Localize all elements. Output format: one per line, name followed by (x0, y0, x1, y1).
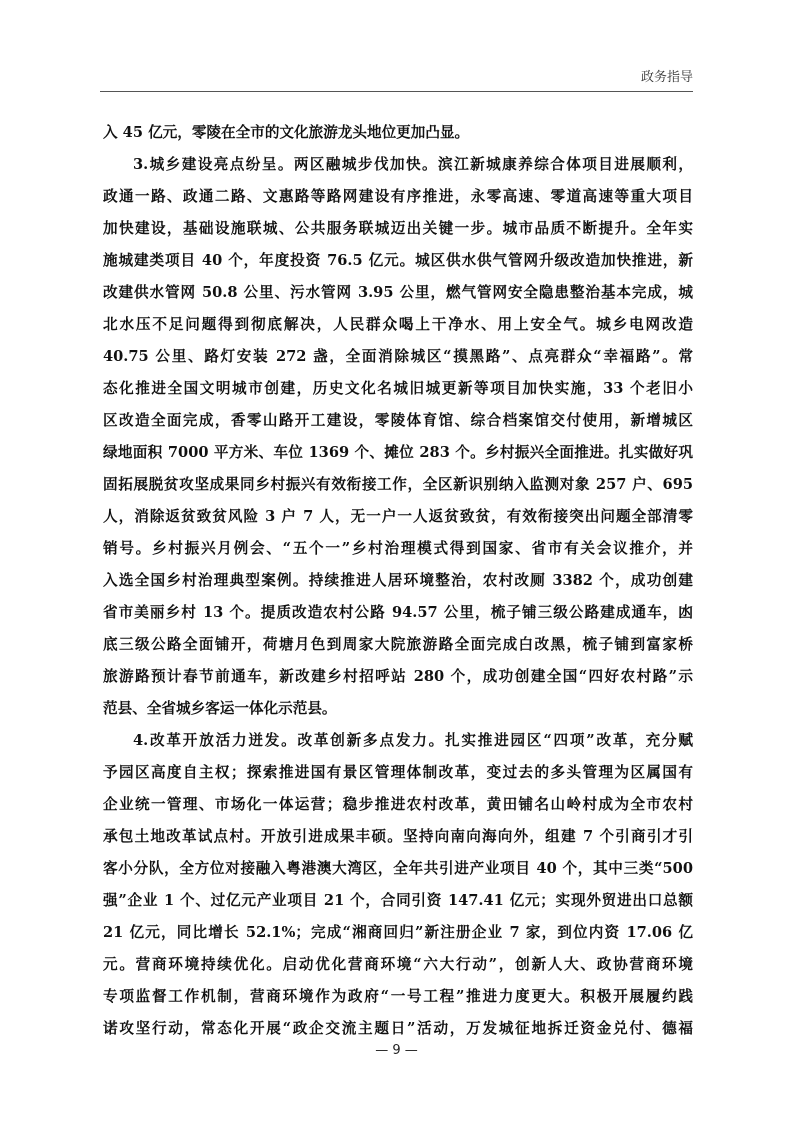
paragraph-line: 改建供水管网 50.8 公里、污水管网 3.95 公里，燃气管网安全隐患整治基本完成，城 (103, 284, 693, 301)
paragraph-line: 客小分队，全方位对接融入粤港澳大湾区，全年共引进产业项目 40 个，其中三类“500 (103, 860, 693, 877)
paragraph-line: 3.城乡建设亮点纷呈。两区融城步伐加快。滨江新城康养综合体项目进展顺利， (133, 156, 693, 173)
paragraph-line: 态化推进全国文明城市创建，历史文化名城旧城更新等项目加快实施，33 个老旧小 (103, 380, 693, 397)
paragraph-line: 承包土地改革试点村。开放引进成果丰硕。坚持向南向海向外，组建 7 个引商引才引 (103, 828, 693, 845)
paragraph-line: 诺攻坚行动，常态化开展“政企交流主题日”活动，万发城征地拆迁资金兑付、德福 (103, 1020, 693, 1037)
paragraph-line: 政通一路、政通二路、文惠路等路网建设有序推进，永零高速、零道高速等重大项目 (103, 188, 693, 205)
paragraph-line: 4.改革开放活力迸发。改革创新多点发力。扎实推进园区“四项”改革，充分赋 (133, 732, 693, 749)
paragraph-line: 人，消除返贫致贫风险 3 户 7 人，无一户一人返贫致贫，有效衔接突出问题全部清零 (103, 508, 693, 525)
paragraph-line: 入 45 亿元，零陵在全市的文化旅游龙头地位更加凸显。 (103, 124, 470, 141)
paragraph-line: 底三级公路全面铺开，荷塘月色到周家大院旅游路全面完成白改黑，梳子铺到富家桥 (103, 636, 693, 653)
paragraph-line: 省市美丽乡村 13 个。提质改造农村公路 94.57 公里，梳子铺三级公路建成通车，凼 (103, 604, 693, 621)
body-text (103, 117, 693, 1045)
running-header: 政务指导 (640, 70, 693, 85)
paragraph-line: 北水压不足问题得到彻底解决，人民群众喝上干净水、用上安全气。城乡电网改造 (103, 316, 693, 333)
paragraph-line: 强”企业 1 个、过亿元产业项目 21 个，合同引资 147.41 亿元；实现外贸进出口总额 (103, 892, 693, 909)
paragraph-line: 固拓展脱贫攻坚成果同乡村振兴有效衔接工作，全区新识别纳入监测对象 257 户、695 (103, 476, 693, 493)
header-rule (100, 91, 693, 92)
paragraph-line: 旅游路预计春节前通车，新改建乡村招呼站 280 个，成功创建全国“四好农村路”示 (103, 668, 693, 685)
paragraph-line: 加快建设，基础设施联城、公共服务联城迈出关键一步。城市品质不断提升。全年实 (103, 220, 693, 237)
paragraph-line: 入选全国乡村治理典型案例。持续推进人居环境整治，农村改厕 3382 个，成功创建 (103, 572, 693, 589)
paragraph-line: 元。营商环境持续优化。启动优化营商环境“六大行动”，创新人大、政协营商环境 (103, 956, 693, 973)
paragraph-line: 销号。乡村振兴月例会、“五个一”乡村治理模式得到国家、省市有关会议推介，并 (103, 540, 693, 557)
paragraph-line: 范县、全省城乡客运一体化示范县。 (103, 700, 337, 717)
paragraph-line: 绿地面积 7000 平方米、车位 1369 个、摊位 283 个。乡村振兴全面推进。扎实做好巩 (103, 444, 693, 461)
paragraph-line: 专项监督工作机制，营商环境作为政府“一号工程”推进力度更大。积极开展履约践 (103, 988, 693, 1005)
paragraph-line: 企业统一管理、市场化一体运营；稳步推进农村改革，黄田铺名山岭村成为全市农村 (103, 796, 693, 813)
paragraph-line: 区改造全面完成，香零山路开工建设，零陵体育馆、综合档案馆交付使用，新增城区 (103, 412, 693, 429)
paragraph-line: 21 亿元，同比增长 52.1%；完成“湘商回归”新注册企业 7 家，到位内资 17.06 亿 (103, 924, 693, 941)
paragraph-line: 施城建类项目 40 个，年度投资 76.5 亿元。城区供水供气管网升级改造加快推进，新 (103, 252, 693, 269)
page-number: — 9 — (375, 1043, 418, 1058)
paragraph-line: 予园区高度自主权；探索推进国有景区管理体制改革，变过去的多头管理为区属国有 (103, 764, 693, 781)
paragraph-line: 40.75 公里、路灯安装 272 盏，全面消除城区“摸黑路”、点亮群众“幸福路”。常 (103, 348, 693, 365)
